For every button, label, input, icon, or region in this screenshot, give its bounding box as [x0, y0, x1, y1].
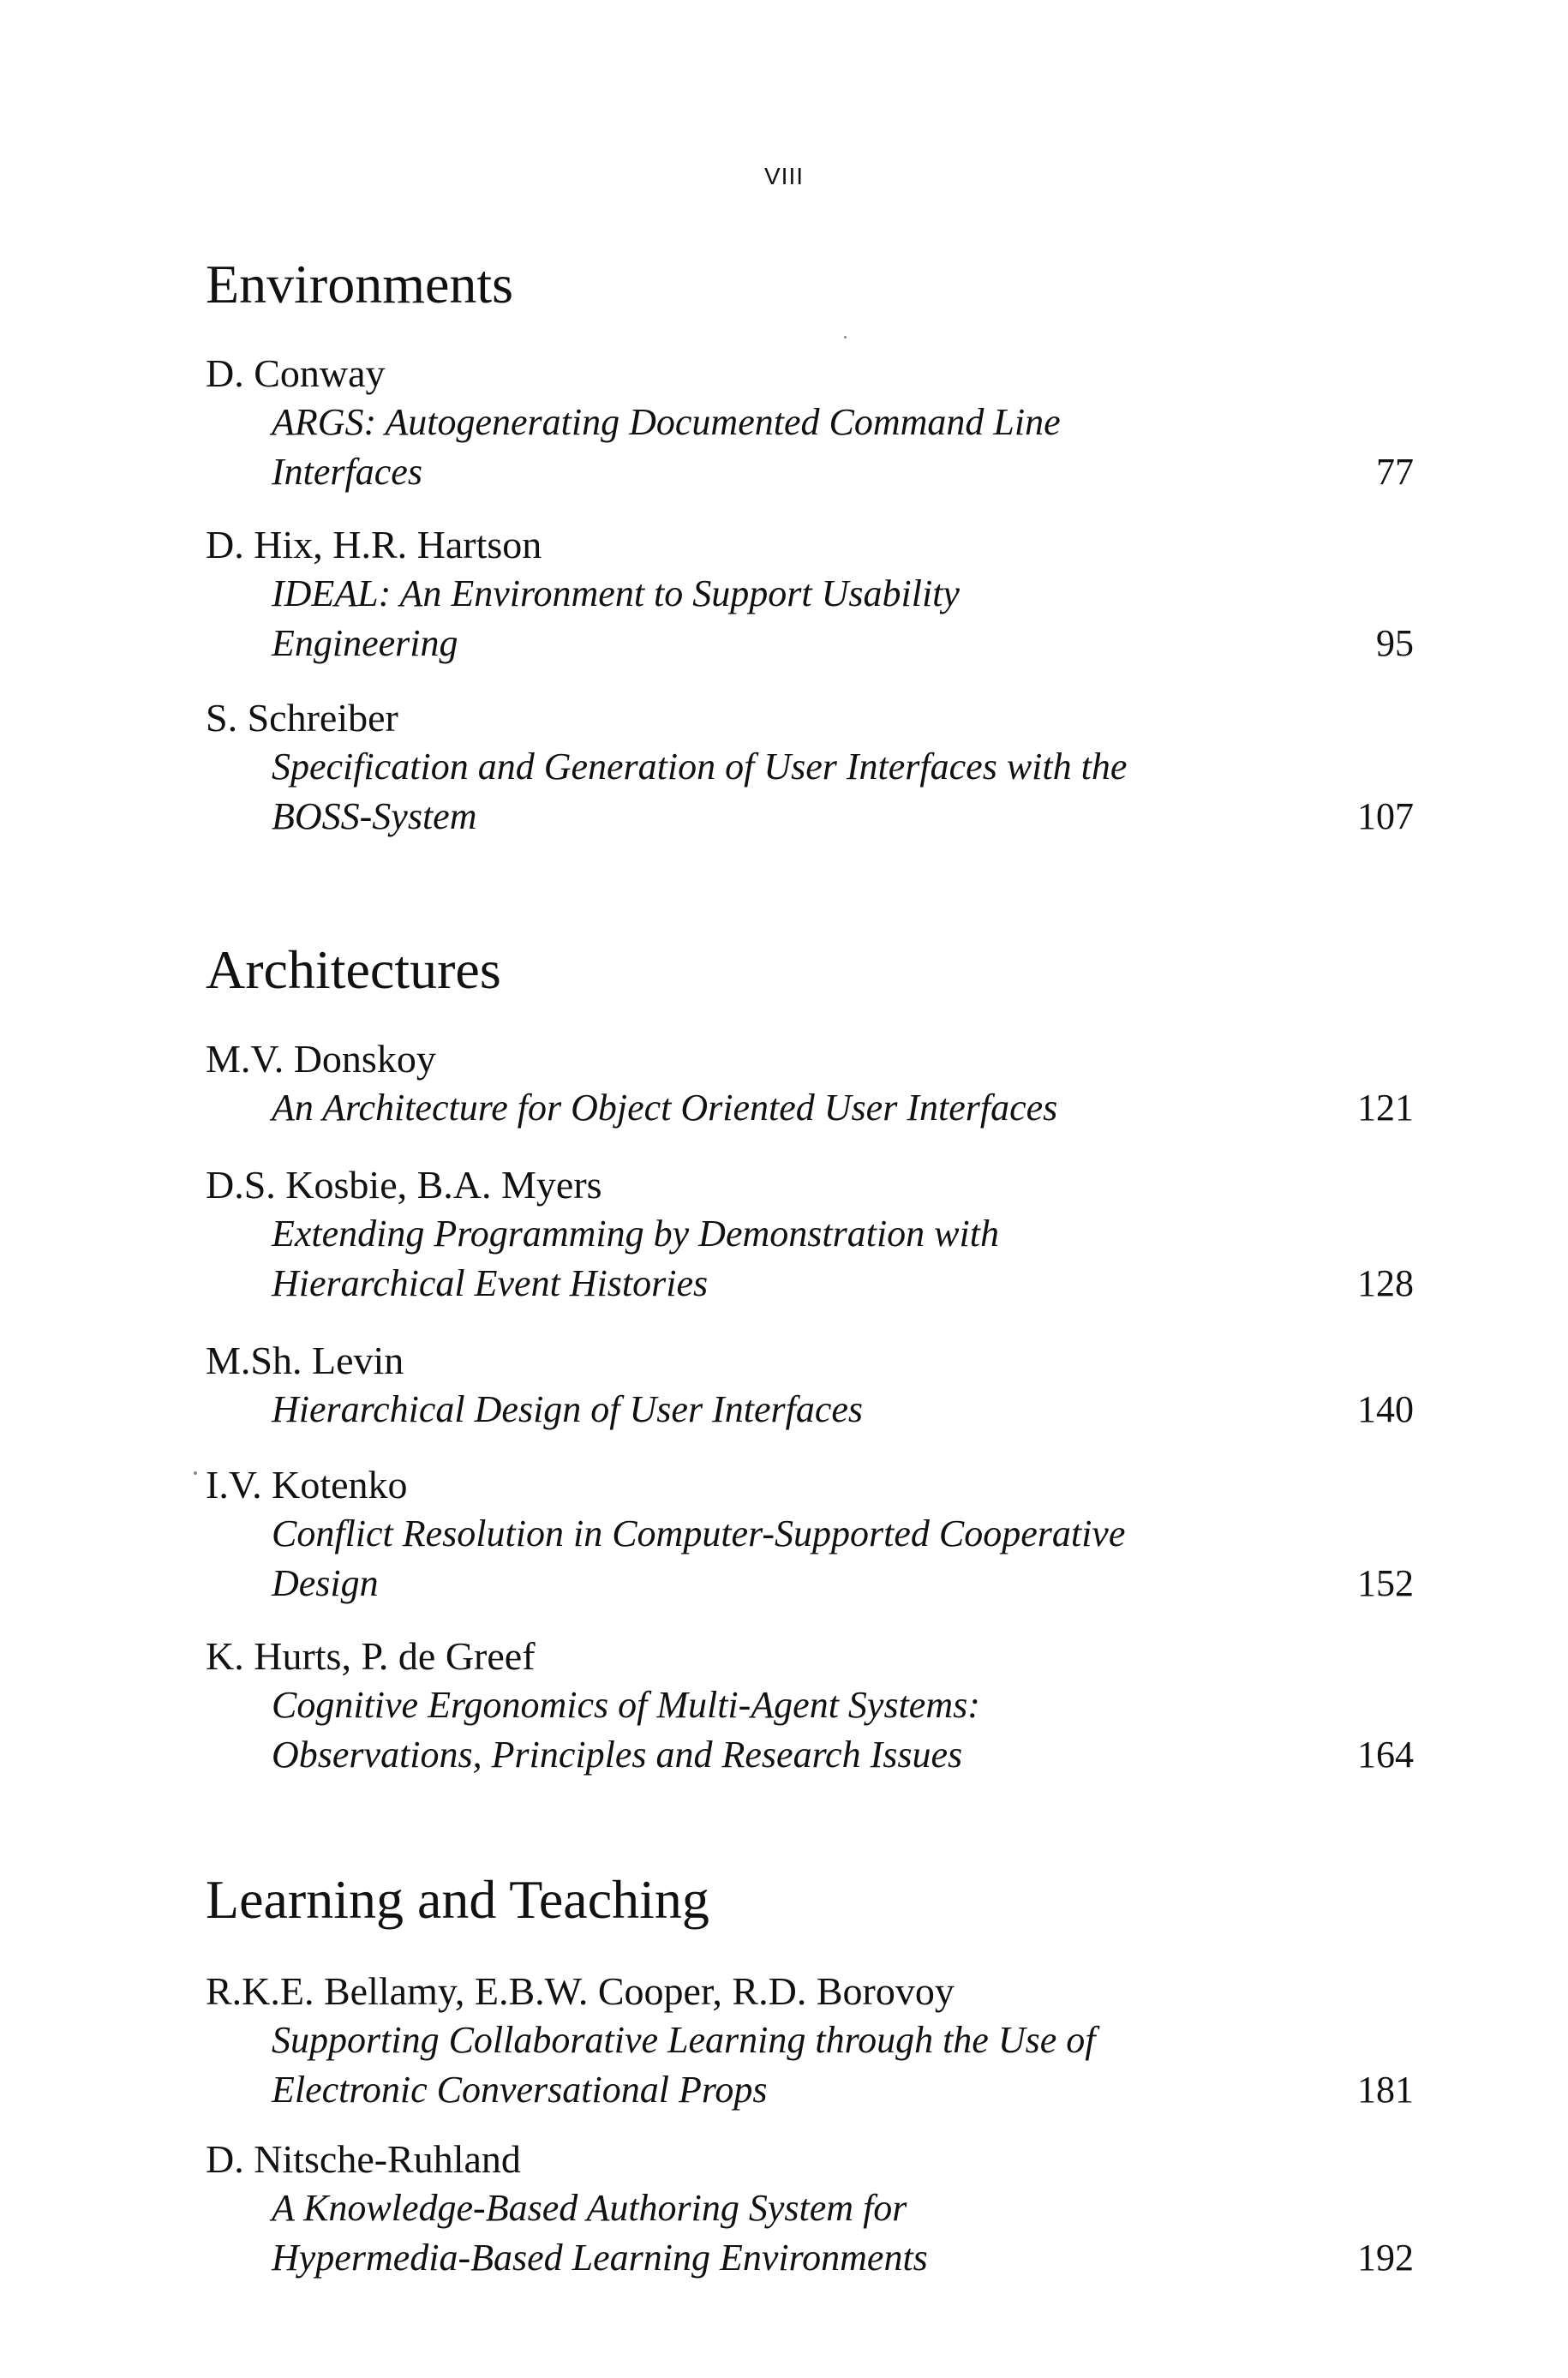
- entry-title-text: Design: [272, 1562, 379, 1604]
- entry-authors: D. Hix, H.R. Hartson: [206, 523, 542, 566]
- entry-page-number: 164: [1357, 1734, 1414, 1776]
- entry-authors: M.V. Donskoy: [206, 1037, 436, 1081]
- toc-entry: [206, 2135, 1414, 2283]
- entry-title-text: Hypermedia-Based Learning Environments: [272, 2237, 928, 2279]
- entry-title-line: [206, 1385, 1414, 1435]
- entry-title-line: Specification and Generation of User Interfaces with the: [272, 746, 1128, 788]
- toc-entry: [206, 1337, 1414, 1435]
- entry-authors: D.S. Kosbie, B.A. Myers: [206, 1163, 602, 1207]
- scan-speck: [844, 336, 847, 338]
- entry-title-line: Conflict Resolution in Computer-Supported Cooperative: [272, 1512, 1126, 1554]
- entry-authors: S. Schreiber: [206, 696, 398, 740]
- toc-entry: [206, 694, 1414, 842]
- entry-title-line: [206, 792, 1414, 842]
- entry-authors: K. Hurts, P. de Greef: [206, 1634, 536, 1678]
- toc-entry: [206, 350, 1414, 497]
- entry-page-number: 95: [1376, 622, 1414, 664]
- entry-title-text: Electronic Conversational Props: [272, 2069, 768, 2111]
- entry-title-line: [206, 619, 1414, 668]
- entry-authors: I.V. Kotenko: [206, 1463, 408, 1506]
- entry-title-line: [206, 447, 1414, 497]
- entry-title-text: Observations, Principles and Research Issues: [272, 1734, 963, 1776]
- entry-title-line: [206, 1730, 1414, 1780]
- entry-title-text: Interfaces: [272, 451, 422, 493]
- entry-title-line: Supporting Collaborative Learning through the Use of: [272, 2019, 1096, 2061]
- entry-title-line: [206, 1259, 1414, 1309]
- section-title-learning-and-teaching: Learning and Teaching: [206, 1869, 709, 1930]
- entry-title-line: [206, 2233, 1414, 2283]
- entry-title-line: Cognitive Ergonomics of Multi-Agent Systems:: [272, 1684, 980, 1726]
- entry-authors: D. Nitsche-Ruhland: [206, 2137, 521, 2181]
- entry-title-line: IDEAL: An Environment to Support Usability: [272, 572, 960, 614]
- toc-entry: [206, 521, 1414, 668]
- entry-page-number: 128: [1357, 1262, 1414, 1304]
- entry-title-line: ARGS: Autogenerating Documented Command Line: [272, 401, 1061, 443]
- toc-entry: [206, 1968, 1414, 2115]
- entry-page-number: 107: [1357, 795, 1414, 837]
- entry-authors: R.K.E. Bellamy, E.B.W. Cooper, R.D. Borovoy: [206, 1969, 955, 2013]
- entry-page-number: 77: [1376, 451, 1414, 493]
- entry-title-text: BOSS-System: [272, 795, 477, 837]
- section-title-environments: Environments: [206, 254, 514, 314]
- entry-page-number: 121: [1357, 1087, 1414, 1129]
- toc-entry: [206, 1161, 1414, 1309]
- entry-title-line: A Knowledge-Based Authoring System for: [272, 2187, 907, 2229]
- entry-title-line: [206, 1083, 1414, 1133]
- section-title-architectures: Architectures: [206, 939, 501, 1000]
- entry-authors: D. Conway: [206, 351, 386, 395]
- entry-page-number: 152: [1357, 1562, 1414, 1604]
- entry-title-text: Hierarchical Design of User Interfaces: [272, 1388, 864, 1430]
- entry-title-line: [206, 2065, 1414, 2115]
- toc-entry: [206, 1461, 1414, 1608]
- entry-title-text: Engineering: [272, 622, 458, 664]
- scan-speck: [194, 1471, 197, 1475]
- toc-entry: [206, 1632, 1414, 1780]
- entry-title-text: An Architecture for Object Oriented User Interfaces: [272, 1087, 1058, 1129]
- entry-page-number: 192: [1357, 2237, 1414, 2279]
- page-number: VIII: [763, 163, 804, 189]
- entry-title-text: Hierarchical Event Histories: [272, 1262, 709, 1304]
- entry-title-line: Extending Programming by Demonstration with: [272, 1213, 999, 1255]
- entry-title-line: [206, 1559, 1414, 1608]
- entry-page-number: 181: [1357, 2069, 1414, 2111]
- entry-page-number: 140: [1357, 1388, 1414, 1430]
- entry-authors: M.Sh. Levin: [206, 1339, 404, 1382]
- toc-entry: [206, 1035, 1414, 1133]
